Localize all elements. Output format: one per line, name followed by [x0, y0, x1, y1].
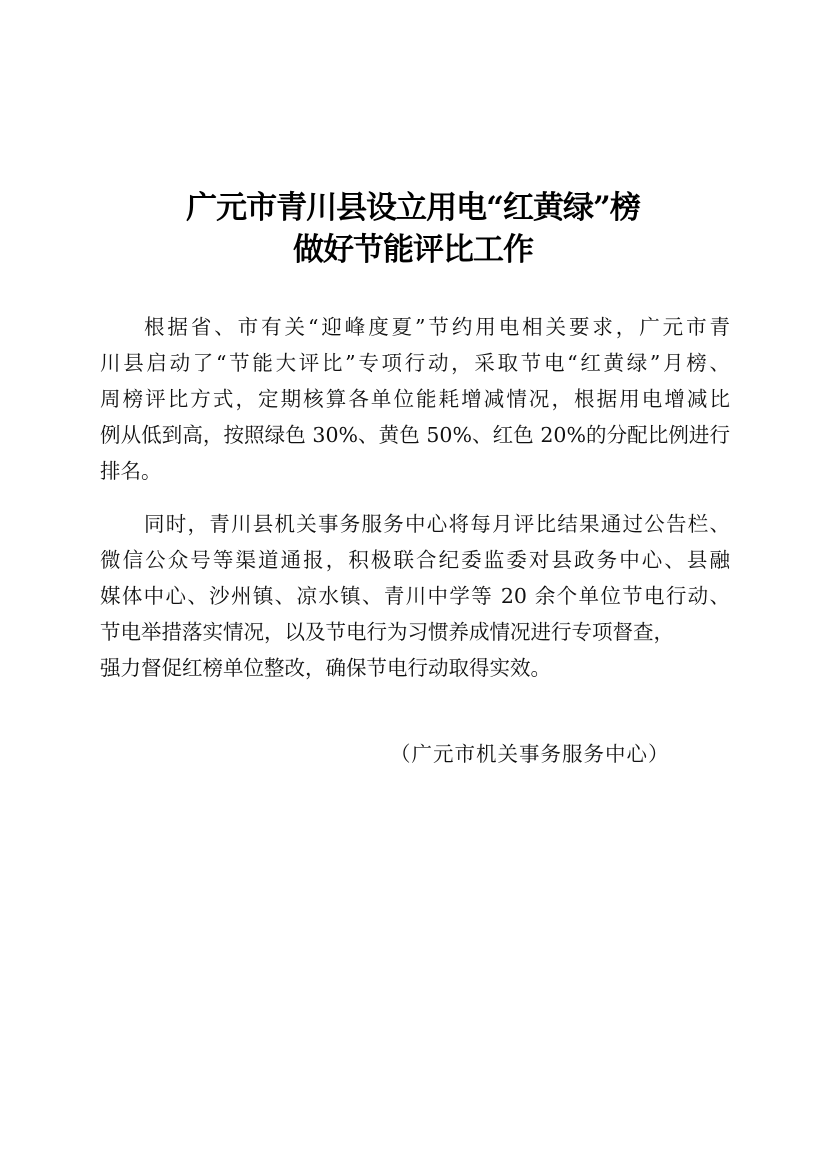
signature-source: （广元市机关事务服务中心） — [390, 742, 670, 766]
paragraph-2-line-3: 媒体中心、沙州镇、凉水镇、青川中学等 20 余个单位节电行动、 — [100, 584, 730, 608]
paragraph-2-line-2: 微信公众号等渠道通报，积极联合纪委监委对县政务中心、县融 — [100, 548, 730, 572]
paragraph-2-line-1: 同时，青川县机关事务服务中心将每月评比结果通过公告栏、 — [144, 512, 730, 536]
paragraph-1-line-3: 周榜评比方式，定期核算各单位能耗增减情况，根据用电增减比 — [100, 387, 730, 411]
paragraph-1-line-1: 根据省、市有关“迎峰度夏”节约用电相关要求，广元市青 — [144, 315, 730, 339]
document-title-line-1: 广元市青川县设立用电“红黄绿”榜 — [186, 190, 640, 226]
paragraph-2-line-4: 节电举措落实情况，以及节电行为习惯养成情况进行专项督查， — [100, 620, 674, 644]
paragraph-2-line-5: 强力督促红榜单位整改，确保节电行动取得实效。 — [100, 656, 551, 680]
paragraph-1-line-4: 例从低到高，按照绿色 30%、黄色 50%、红色 20%的分配比例进行 — [100, 423, 730, 447]
paragraph-1-line-2: 川县启动了“节能大评比”专项行动，采取节电“红黄绿”月榜、 — [100, 351, 730, 375]
document-title-line-2: 做好节能评比工作 — [293, 232, 533, 268]
paragraph-1-line-5: 排名。 — [100, 459, 162, 483]
